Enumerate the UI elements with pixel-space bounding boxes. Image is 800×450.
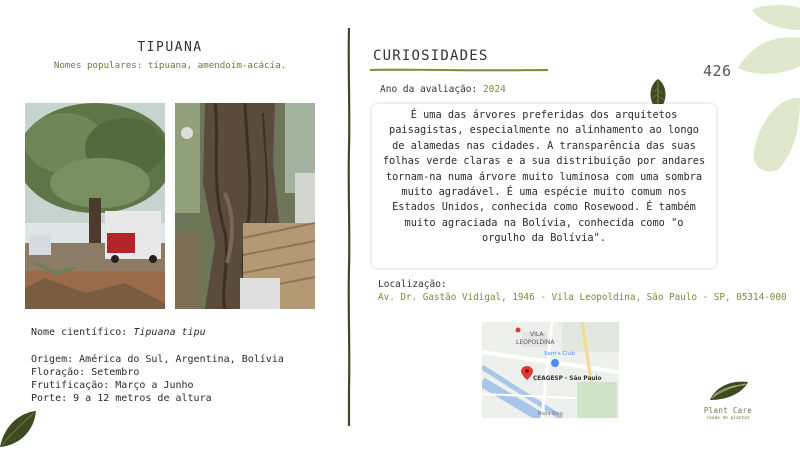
curiosities-card	[372, 104, 716, 268]
fact-flowering: Floração: Setembro	[31, 367, 140, 378]
map-label-vila: VILA	[530, 331, 544, 338]
leaf-icon	[0, 405, 40, 450]
brand-tagline: saúde de plantas	[706, 416, 750, 421]
column-divider	[346, 28, 352, 426]
plant-care-logo	[693, 378, 763, 421]
brand-name: Plant Care	[703, 406, 753, 415]
page-number: 426	[703, 62, 732, 80]
plant-care-leaf-icon	[706, 378, 750, 402]
map-label-road: Roda Rico	[538, 411, 563, 417]
curiosities-text: É uma das árvores preferidas dos arquitetos paisagistas, especialmente no alinhamento ao longo de alamedas nas cidades. A transparência das suas folhas verde claras e a sua distribuição por andares tornam-na numa árvore muito luminosa com uma sombra muito agradável. É uma espécie muito comum nos Estados Unidos, conhecida como Rosewood. É também muito agraciada na Bolívia, conhecida como "o orgulho da Bolívia".	[382, 109, 706, 245]
tree-trunk-photo	[175, 103, 315, 309]
location-map[interactable]	[482, 322, 619, 418]
fact-fruiting: Frutificação: Março a Junho	[31, 380, 194, 391]
map-label-leopoldina: LEOPOLDINA	[516, 339, 555, 346]
map-label-sams: Sam's Club	[544, 351, 575, 357]
species-facts	[31, 353, 284, 405]
map-label-ceagesp: CEAGESP - São Paulo	[533, 376, 602, 382]
location-label: Localização:	[378, 279, 447, 290]
leaves-decoration-icon	[710, 0, 800, 180]
species-title: TIPUANA	[137, 40, 203, 55]
evaluation-year: Ano da avaliação: 2024	[380, 84, 506, 95]
fact-size: Porte: 9 a 12 metros de altura	[31, 393, 212, 404]
scientific-name: Nome científico: Tipuana tipu	[31, 327, 206, 338]
section-heading: CURIOSIDADES	[373, 48, 489, 64]
tree-photo-wide	[25, 103, 165, 309]
shop-marker-icon	[551, 359, 559, 367]
fact-origin: Origem: América do Sul, Argentina, Bolívia	[31, 354, 284, 365]
heading-underline	[370, 66, 548, 74]
popular-names: Nomes populares: tipuana, amendoim-acácia.	[53, 60, 287, 71]
location-address: Av. Dr. Gastão Vidigal, 1946 - Vila Leopoldina, São Paulo - SP, 05314-000	[378, 292, 787, 303]
